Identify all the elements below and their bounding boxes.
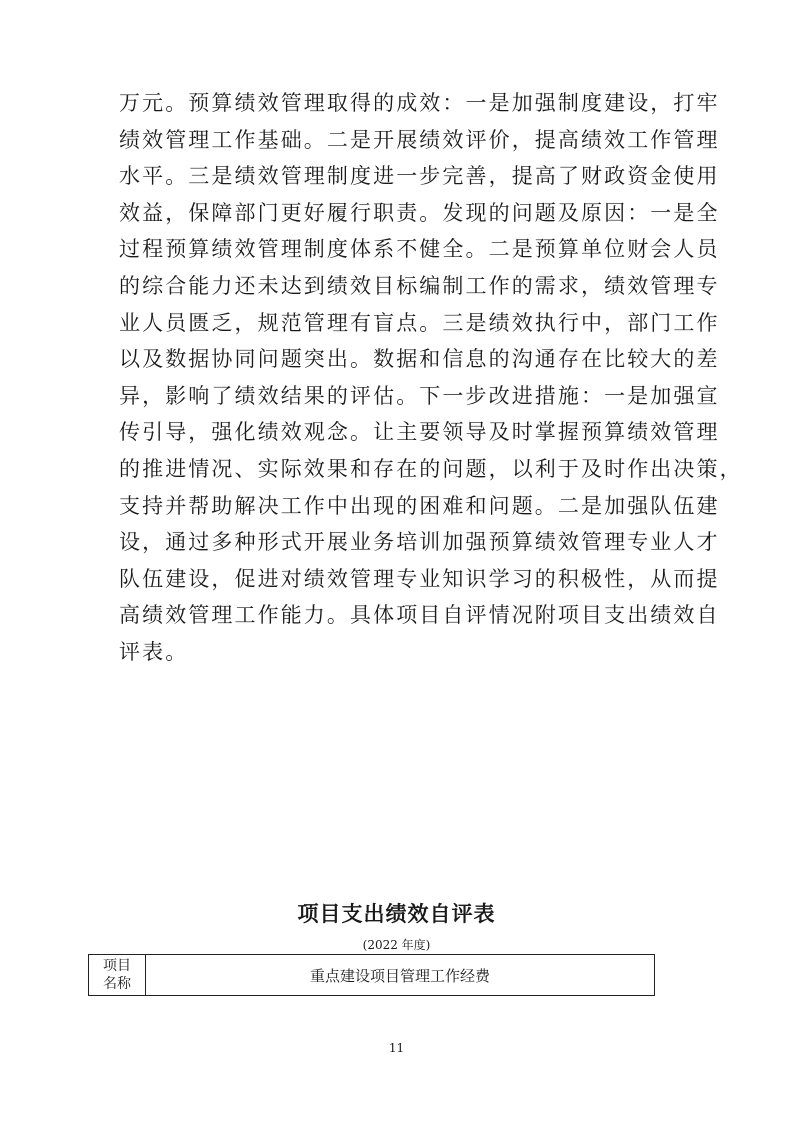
project-name-label-cell bbox=[89, 955, 146, 995]
body-line: 以及数据协同问题突出。数据和信息的沟通存在比较大的差 bbox=[119, 347, 720, 372]
project-name-label-line1: 项目 bbox=[103, 958, 131, 974]
body-line: 异，影响了绩效结果的评估。下一步改进措施：一是加强宣 bbox=[119, 383, 720, 408]
body-line: 过程预算绩效管理制度体系不健全。二是预算单位财会人员 bbox=[119, 237, 720, 262]
body-line: 队伍建设，促进对绩效管理专业知识学习的积极性，从而提 bbox=[119, 566, 720, 591]
body-paragraph bbox=[119, 85, 743, 671]
self-evaluation-table bbox=[88, 954, 655, 996]
body-line: 效益，保障部门更好履行职责。发现的问题及原因：一是全 bbox=[119, 200, 720, 225]
body-line: 水平。三是绩效管理制度进一步完善，提高了财政资金使用 bbox=[119, 164, 720, 189]
body-line: 万元。预算绩效管理取得的成效：一是加强制度建设，打牢 bbox=[119, 91, 720, 115]
table-title: 项目支出绩效自评表 bbox=[297, 902, 496, 926]
page-number: 11 bbox=[388, 1041, 405, 1055]
project-name-value-cell: 重点建设项目管理工作经费 bbox=[309, 966, 490, 985]
body-line: 的推进情况、实际效果和存在的问题，以利于及时作出决策， bbox=[119, 456, 743, 481]
body-line: 高绩效管理工作能力。具体项目自评情况附项目支出绩效自 bbox=[119, 603, 720, 628]
body-line: 传引导，强化绩效观念。让主要领导及时掌握预算绩效管理 bbox=[119, 420, 720, 445]
table-year: (2022 年度) bbox=[362, 938, 431, 952]
body-line: 的综合能力还未达到绩效目标编制工作的需求，绩效管理专 bbox=[119, 273, 720, 298]
body-line: 设，通过多种形式开展业务培训加强预算绩效管理专业人才 bbox=[119, 530, 720, 555]
body-line: 支持并帮助解决工作中出现的困难和问题。二是加强队伍建 bbox=[119, 493, 720, 518]
body-line: 绩效管理工作基础。二是开展绩效评价，提高绩效工作管理 bbox=[119, 127, 720, 152]
project-name-label-line2: 名称 bbox=[103, 976, 131, 992]
body-line: 评表。 bbox=[119, 639, 189, 664]
body-line: 业人员匮乏，规范管理有盲点。三是绩效执行中，部门工作 bbox=[119, 310, 720, 335]
